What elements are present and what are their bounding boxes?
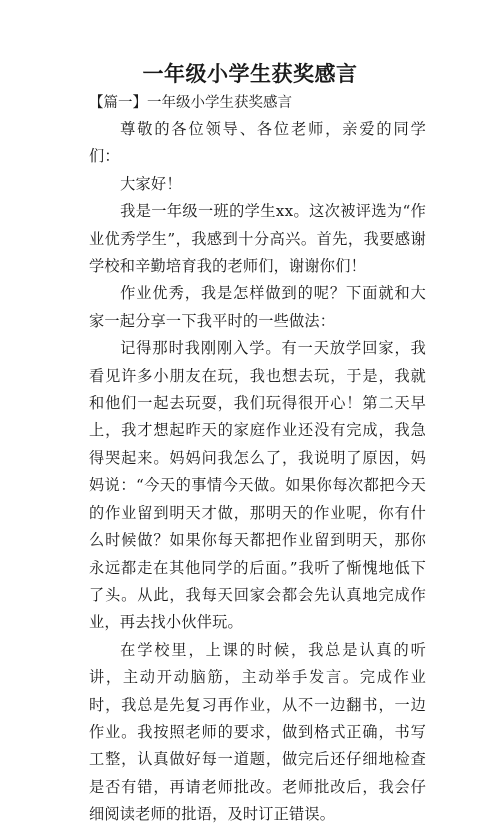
document-title: 一年级小学生获奖感言 — [142, 62, 358, 86]
body-paragraph: 记得那时我刚刚入学。有一天放学回家，我看见许多小朋友在玩，我也想去玩，于是，我就和他们一起去玩耍，我们玩得很开心！第二天早上，我才想起昨天的家庭作业还没有完成，我急得哭起来。妈妈问我怎么了，我说明了原因，妈妈说：“今天的事情今天做。如果你每次都把今天的作业留到明天才做，那明天的作业呢，你有什么时候做？如果你每天都把作业留到明天，那你永远都走在其他同学的后面。”我听了惭愧地低下了头。从此，我每天回家会都会先认真地完成作业，再去找小伙伴玩。 — [89, 339, 426, 632]
body-paragraph: 在学校里，上课的时候，我总是认真的听讲，主动开动脑筋，主动举手发言。完成作业时，我总是先复习再作业，从不一边翻书，一边作业。我按照老师的要求，做到格式正确，书写工整，认真做好每一道题，做完后还仔细地检查是否有错，再请老师批改。老师批改后，我会仔细阅读老师的批语，及时订正错误。 — [89, 640, 426, 824]
body-paragraph: 作业优秀，我是怎样做到的呢？下面就和大家一起分享一下我平时的一些做法： — [89, 284, 426, 330]
body-paragraph: 我是一年级一班的学生xx。这次被评选为“作业优秀学生”，我感到十分高兴。首先，我要感谢学校和辛勤培育我的老师们，谢谢你们！ — [89, 202, 426, 276]
greeting-paragraph: 大家好！ — [120, 174, 182, 193]
section-heading: 【篇一】一年级小学生获奖感言 — [89, 95, 292, 111]
salutation-paragraph: 尊敬的各位领导、各位老师，亲爱的同学们： — [89, 120, 426, 166]
document-body — [89, 116, 426, 829]
